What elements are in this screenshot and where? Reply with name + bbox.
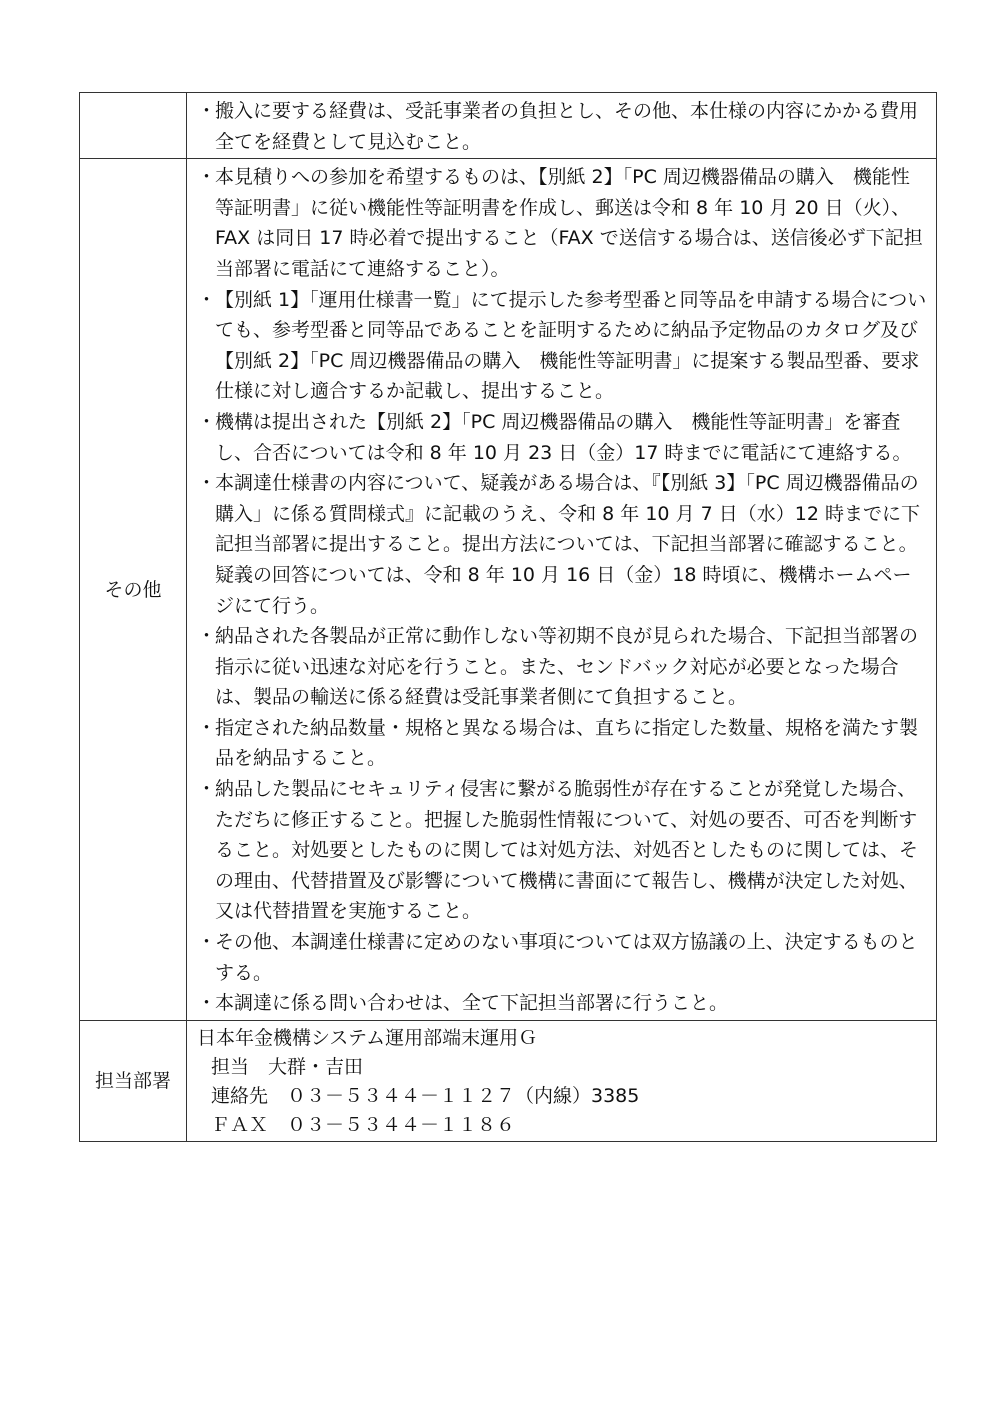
row-delivery-cost <box>80 93 937 159</box>
list-item: ・ 本見積りへの参加を希望するものは、【別紙 2】「PC 周辺機器備品の購入 機能性等証明書」に従い機能性等証明書を作成し、郵送は令和 8 年 10 月 20 日（火）、FAX は同日 17 時必着で提出すること（FAX で送信する場合は、送信後必ず下記担当部署に電話にて連絡すること）。 <box>193 162 928 284</box>
list-item: ・ 機構は提出された【別紙 2】「PC 周辺機器備品の購入 機能性等証明書」を審査し、合否については令和 8 年 10 月 23 日（金）17 時までに電話にて連絡する。 <box>193 407 928 468</box>
row-body-other <box>187 159 937 1021</box>
contact-phone: 連絡先 ０３－５３４４－１１２７（内線）3385 <box>211 1084 640 1107</box>
bullet: ・ <box>197 778 217 801</box>
row-label <box>80 93 187 159</box>
bullet: ・ <box>197 100 217 122</box>
bullet: ・ <box>197 716 217 739</box>
department-name: 日本年金機構システム運用部端末運用Ｇ <box>197 1026 538 1049</box>
contact-person: 担当 大群・吉田 <box>211 1055 364 1078</box>
list-item: ・ 本調達に係る問い合わせは、全て下記担当部署に行うこと。 <box>193 988 928 1019</box>
row-other <box>80 159 937 1021</box>
row-department <box>80 1020 937 1141</box>
list-item: ・ 本調達仕様書の内容について、疑義がある場合は、『【別紙 3】「PC 周辺機器備品の購入」に係る質問様式』に記載のうえ、令和 8 年 10 月 7 日（水）12 時までに下記担当部署に提出すること。提出方法については、下記担当部署に確認すること。 <box>193 468 928 560</box>
bullet: ・ <box>197 625 217 648</box>
bullet: ・ <box>197 472 217 495</box>
row-label-department: 担当部署 <box>80 1020 187 1141</box>
spec-table <box>79 92 937 1142</box>
list-item: ・ その他、本調達仕様書に定めのない事項については双方協議の上、決定するものとする。 <box>193 927 928 988</box>
row-label-other: その他 <box>80 159 187 1021</box>
note-paragraph: 疑義の回答については、令和 8 年 10 月 16 日（金）18 時頃に、機構ホームページにて行う。 <box>215 563 912 617</box>
bullet: ・ <box>197 992 217 1015</box>
list-item: ・ 【別紙 1】「運用仕様書一覧」にて提示した参考型番と同等品を申請する場合についても、参考型番と同等品であることを証明するために納品予定物品のカタログ及び【別紙 2】「PC 周辺機器備品の購入 機能性等証明書」に提案する製品型番、要求仕様に対し適合するか記載し、提出すること。 <box>193 285 928 407</box>
list-item: ・ 指定された納品数量・規格と異なる場合は、直ちに指定した数量、規格を満たす製品を納品すること。 <box>193 713 928 774</box>
bullet: ・ <box>197 931 217 954</box>
bullet: ・ <box>197 166 217 189</box>
row-body <box>187 93 937 159</box>
list-item: ・ 搬入に要する経費は、受託事業者の負担とし、その他、本仕様の内容にかかる費用全てを経費として見込むこと。 <box>193 96 928 157</box>
list-item: ・ 納品された各製品が正常に動作しない等初期不良が見られた場合、下記担当部署の指示に従い迅速な対応を行うこと。また、センドバック対応が必要となった場合は、製品の輸送に係る経費は受託事業者側にて負担すること。 <box>193 621 928 713</box>
contact-fax: ＦＡＸ ０３－５３４４－１１８６ <box>211 1113 516 1136</box>
list-item: ・ 納品した製品にセキュリティ侵害に繋がる脆弱性が存在することが発覚した場合、ただちに修正すること。把握した脆弱性情報について、対処の要否、可否を判断すること。対処要としたものに関しては対処方法、対処否としたものに関しては、その理由、代替措置及び影響について機構に書面にて報告し、機構が決定した対処、又は代替措置を実施すること。 <box>193 774 928 927</box>
row-body-department <box>187 1020 937 1141</box>
bullet: ・ <box>197 410 217 433</box>
bullet: ・ <box>197 288 217 311</box>
